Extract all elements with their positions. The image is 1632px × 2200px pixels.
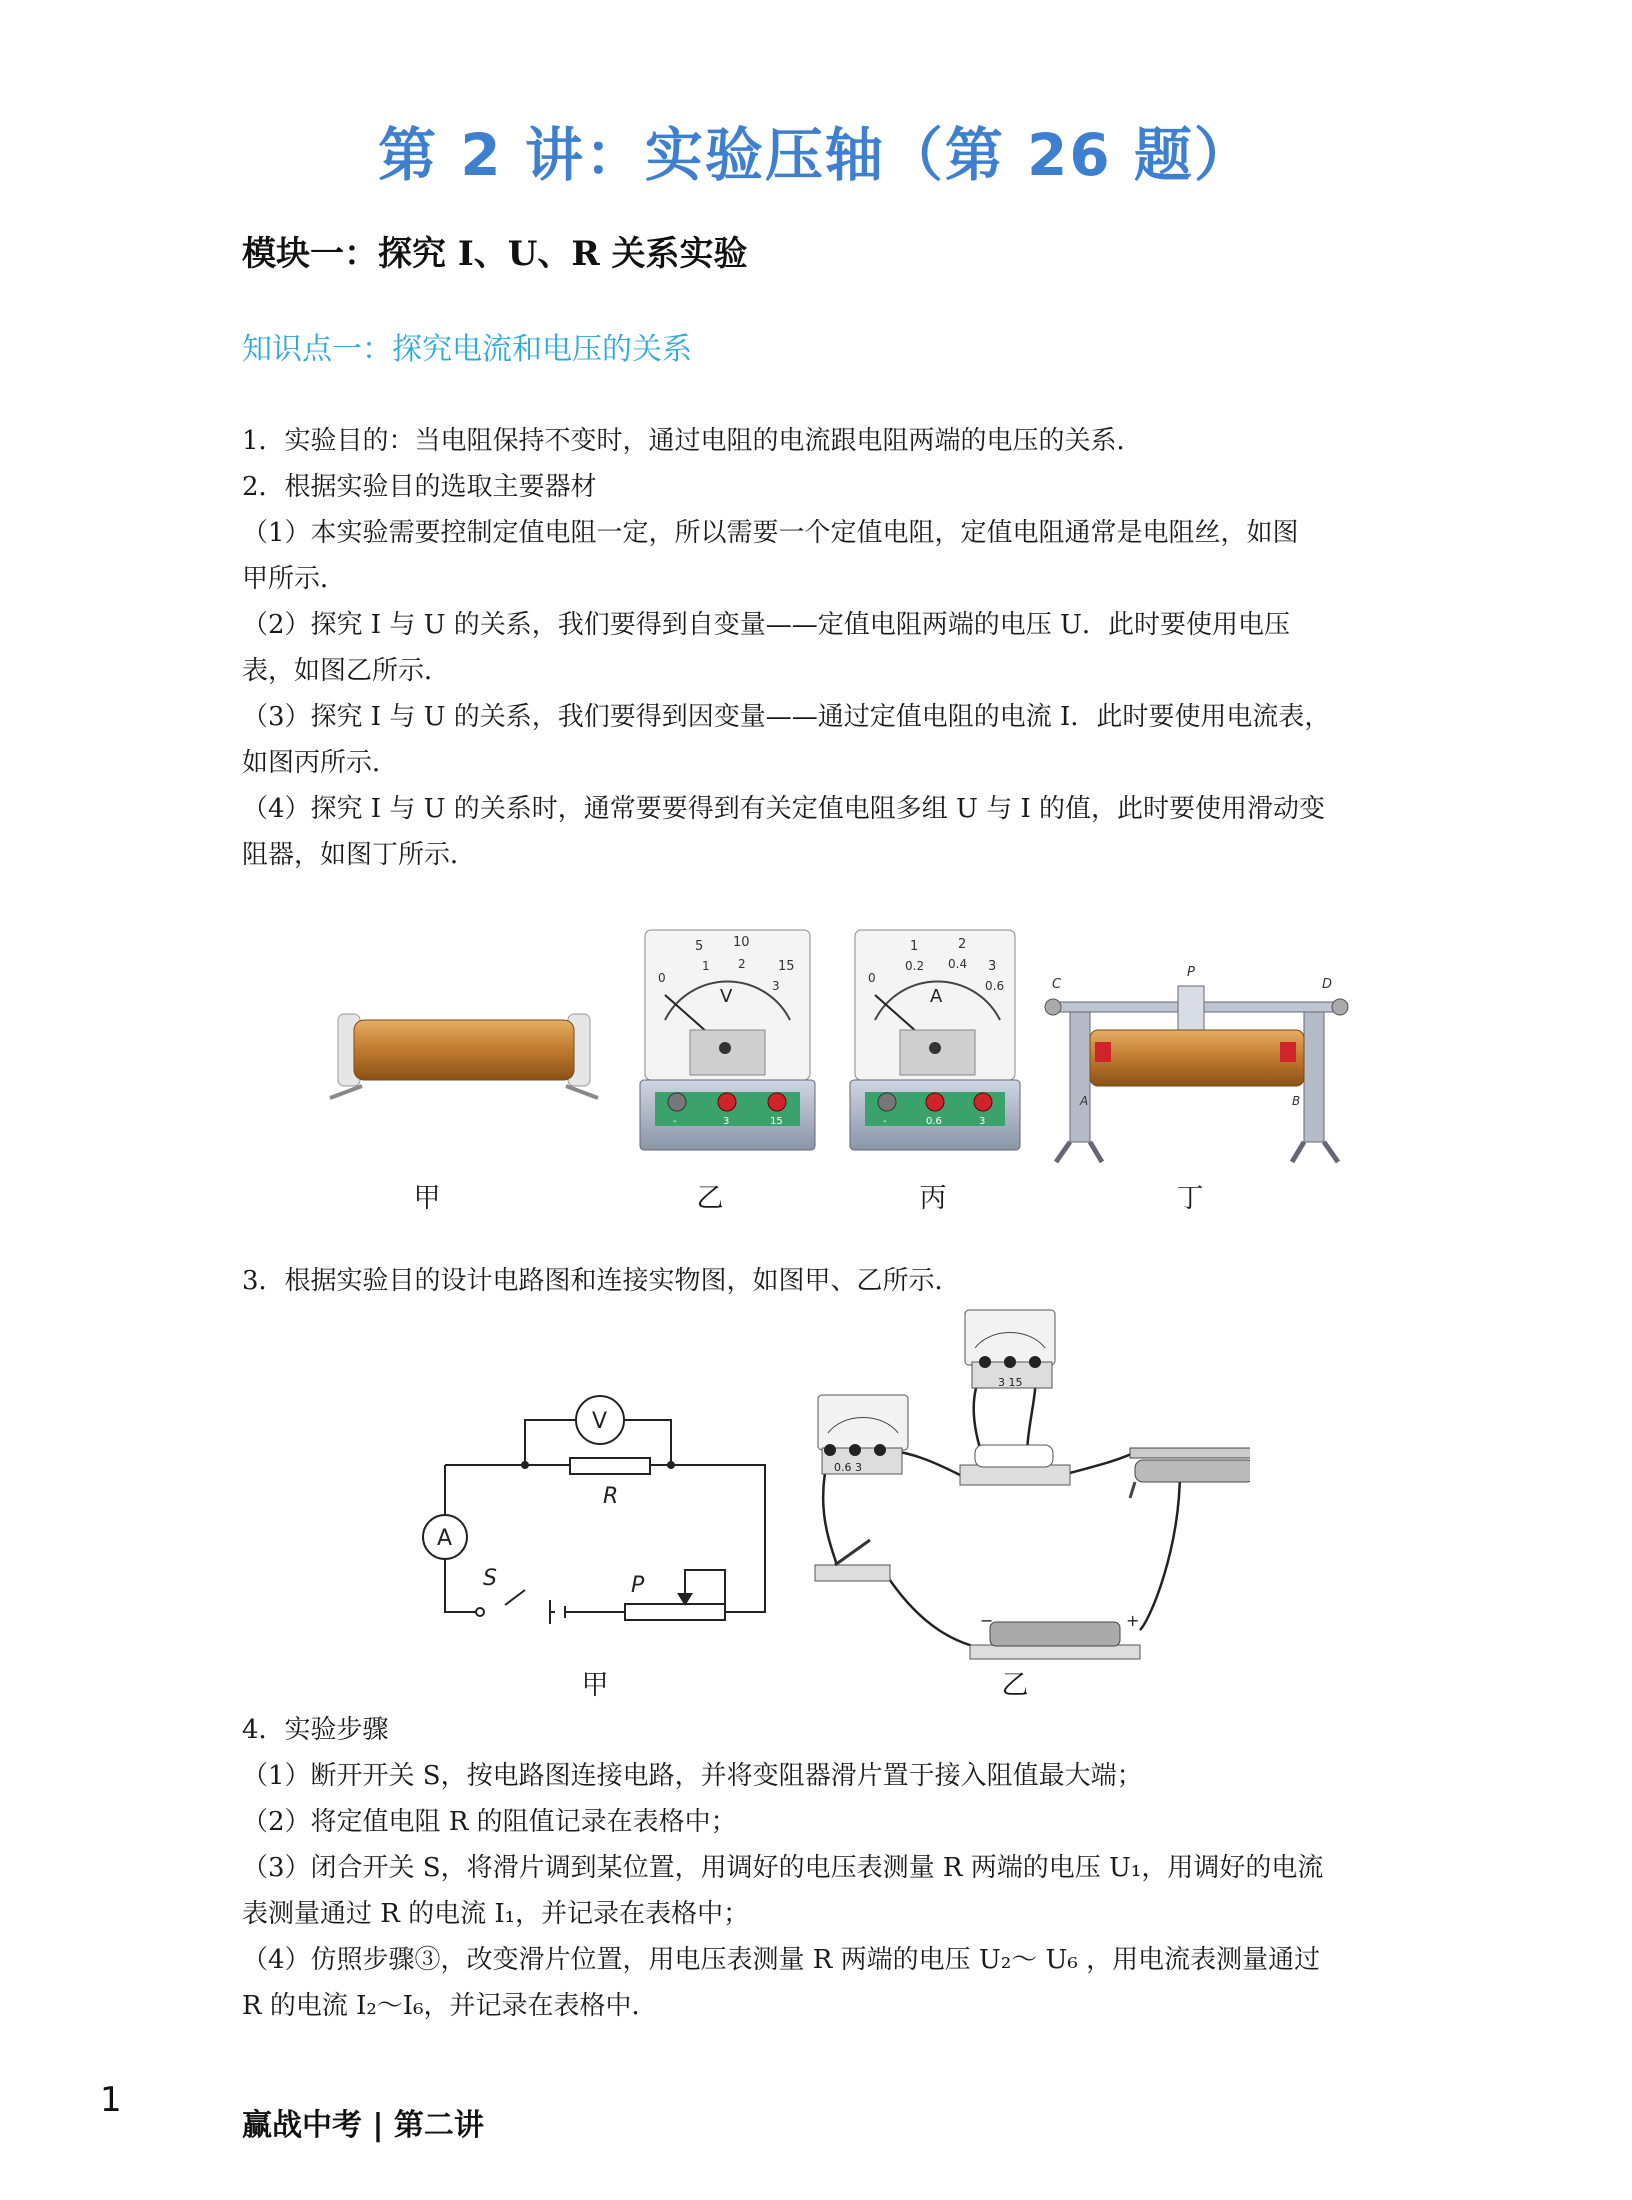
module-heading: 模块一：探究 I、U、R 关系实验: [242, 234, 748, 274]
ammeter-device: [850, 930, 1020, 1150]
ammeter-scale-1: 1: [910, 939, 919, 954]
figure1-label-ding: 丁: [1176, 1183, 1204, 1214]
rheostat-device: [1045, 965, 1348, 1162]
voltmeter-scale-3: 3: [772, 979, 780, 993]
figure1-label-bing: 丙: [919, 1183, 947, 1214]
apparatus-rheostat: [1130, 1448, 1250, 1498]
item-2-line-b: 表，如图乙所示．: [242, 656, 451, 686]
ammeter-scale-04: 0.4: [948, 957, 968, 971]
voltmeter-scale-0: 0: [658, 971, 666, 985]
circuit-slider-label: P: [631, 1573, 645, 1598]
battery-positive-label: +: [1126, 1611, 1140, 1630]
circuit-voltmeter-label: V: [592, 1409, 608, 1434]
step-1: （1）断开开关 S，按电路图连接电路，并将变阻器滑片置于接入阻值最大端；: [242, 1761, 1143, 1791]
ammeter-letter: A: [930, 986, 943, 1007]
page-title: 第 2 讲：实验压轴（第 26 题）: [378, 121, 1254, 189]
circuit-switch-label: S: [483, 1566, 497, 1591]
ammeter-scale-3: 3: [988, 959, 997, 974]
step-3-line-a: （3）闭合开关 S，将滑片调到某位置，用调好的电压表测量 R 两端的电压 U₁，用调好的电流: [242, 1853, 1324, 1883]
apparatus-voltmeter: [965, 1310, 1055, 1389]
step-3-line-b: 表测量通过 R 的电流 I₁，并记录在表格中；: [242, 1899, 750, 1929]
ammeter-scale-06: 0.6: [985, 979, 1005, 993]
section-3-text: [242, 1258, 1392, 1304]
apparatus-diagram: [800, 1300, 1250, 1670]
rheostat-label-p: P: [1187, 965, 1195, 980]
fixed-resistor: [330, 1014, 598, 1098]
voltmeter-terminal-neg: -: [673, 1116, 677, 1127]
figure1-label-yi: 乙: [696, 1183, 724, 1214]
apparatus-switch: [815, 1540, 890, 1581]
figure2-label-jia: 甲: [581, 1670, 609, 1701]
ammeter-terminal-3: 3: [979, 1116, 986, 1127]
step-4-line-a: （4）仿照步骤③，改变滑片位置，用电压表测量 R 两端的电压 U₂～ U₆ ，用电流表测量通过: [242, 1945, 1321, 1975]
apparatus-ammeter-terminals: 0.6 3: [834, 1461, 862, 1474]
voltmeter-scale-1: 1: [702, 959, 710, 973]
voltmeter-letter: V: [720, 986, 733, 1007]
item-1-line-b: 甲所示．: [242, 564, 347, 594]
step-4-line-b: R 的电流 I₂～I₆，并记录在表格中．: [242, 1991, 658, 2021]
apparatus-voltmeter-terminals: 3 15: [998, 1376, 1023, 1389]
item-4-line-b: 阻器，如图丁所示．: [242, 840, 477, 870]
aim-line: 1．实验目的：当电阻保持不变时，通过电阻的电流跟电阻两端的电压的关系．: [242, 426, 1143, 456]
footer-text: 赢战中考 | 第二讲: [242, 2108, 484, 2143]
circuit-diagram: [415, 1390, 775, 1640]
equipment-figure: [320, 920, 1360, 1170]
battery-negative-label: −: [980, 1611, 994, 1630]
voltmeter-scale-2: 2: [738, 957, 746, 971]
rheostat-label-b: B: [1292, 1094, 1301, 1108]
apparatus-resistor: [960, 1445, 1070, 1485]
ammeter-scale-2: 2: [958, 937, 967, 952]
item-2-line-a: （2）探究 I 与 U 的关系，我们要得到自变量——定值电阻两端的电压 U．此时要使用电压: [242, 610, 1290, 640]
figure1-label-jia: 甲: [413, 1183, 441, 1214]
ammeter-scale-0: 0: [868, 971, 876, 985]
apparatus-battery: [970, 1611, 1140, 1659]
item-3-line-b: 如图丙所示．: [242, 748, 399, 778]
ammeter-scale-02: 0.2: [905, 959, 925, 973]
circuit-ammeter-label: A: [437, 1526, 453, 1551]
rheostat-label-d: D: [1322, 977, 1333, 992]
voltmeter-terminal-15: 15: [770, 1116, 783, 1127]
voltmeter-scale-15: 15: [778, 959, 795, 974]
step-2: （2）将定值电阻 R 的阻值记录在表格中；: [242, 1807, 737, 1837]
voltmeter-device: [640, 930, 815, 1150]
item-1-line-a: （1）本实验需要控制定值电阻一定，所以需要一个定值电阻，定值电阻通常是电阻丝，如图: [242, 518, 1299, 548]
voltmeter-scale-10: 10: [733, 935, 750, 950]
section-4-text: [242, 1707, 1392, 2029]
voltmeter-scale-5: 5: [695, 939, 704, 954]
item-3-line-a: （3）探究 I 与 U 的关系，我们要得到因变量——通过定值电阻的电流 I．此时要使用电流表，: [242, 702, 1331, 732]
rheostat-label-c: C: [1052, 977, 1062, 992]
ammeter-terminal-06: 0.6: [926, 1116, 942, 1127]
voltmeter-terminal-3: 3: [723, 1116, 730, 1127]
ammeter-terminal-neg: -: [883, 1116, 887, 1127]
design-line: 3．根据实验目的设计电路图和连接实物图，如图甲、乙所示．: [242, 1266, 961, 1296]
page-number: 1: [100, 2080, 122, 2120]
circuit-resistor-label: R: [603, 1484, 619, 1509]
item-4-line-a: （4）探究 I 与 U 的关系时，通常要要得到有关定值电阻多组 U 与 I 的值，此时要使用滑动变: [242, 794, 1326, 824]
equipment-line: 2．根据实验目的选取主要器材: [242, 472, 597, 502]
knowledge-point-heading: 知识点一：探究电流和电压的关系: [242, 332, 692, 367]
apparatus-ammeter: [818, 1395, 908, 1474]
steps-heading: 4．实验步骤: [242, 1715, 389, 1745]
figure2-label-yi: 乙: [1001, 1670, 1029, 1701]
rheostat-label-a: A: [1080, 1094, 1089, 1108]
section-1-text: [242, 418, 1392, 878]
